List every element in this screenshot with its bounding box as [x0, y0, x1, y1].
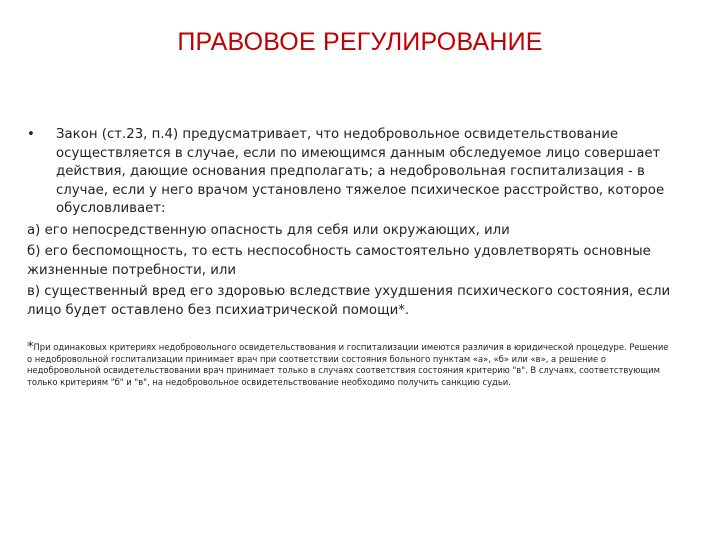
- bullet-marker: •: [27, 127, 35, 142]
- footnote-text: При одинаковых критериях недобровольного освидетельствования и госпитализации имеются различия в юридической процедуре. Решение о недобровольной госпитализации принимает врач при соответствии состояния больного пунктам «а», «б» или «в», а решение о недобровольной освидетельствовании врач принимает только в случаях соответствия состояния критерию "в". В случаях, соответствующим только критериям "б" и "в", на недобровольное освидетельствование необходимо получить санкцию судьи.: [27, 342, 669, 387]
- footnote: [27, 342, 672, 388]
- bullet-text: Закон (ст.23, п.4) предусматривает, что недобровольное освидетельствование осуществляется в случае, если по имеющимся данным обследуемое лицо совершает действия, дающие основания предполагать; а недобровольная госпитализация - в случае, если у него врачом установлено тяжелое психическое расстройство, которое обусловливает:: [56, 127, 665, 216]
- bullet-item: [27, 126, 687, 219]
- criterion-c: в) существенный вред его здоровью вследствие ухудшения психического состояния, если лицо будет оставлено без психиатрической помощи*.: [27, 284, 671, 318]
- footnote-star: *: [27, 340, 34, 355]
- criterion-b: б) его беспомощность, то есть неспособность самостоятельно удовлетворять основные жизненные потребности, или: [27, 244, 651, 278]
- criterion-a: а) его непосредственную опасность для себя или окружающих, или: [27, 222, 510, 238]
- slide-body: [27, 126, 687, 320]
- slide-title: ПРАВОВОЕ РЕГУЛИРОВАНИЕ: [177, 28, 543, 56]
